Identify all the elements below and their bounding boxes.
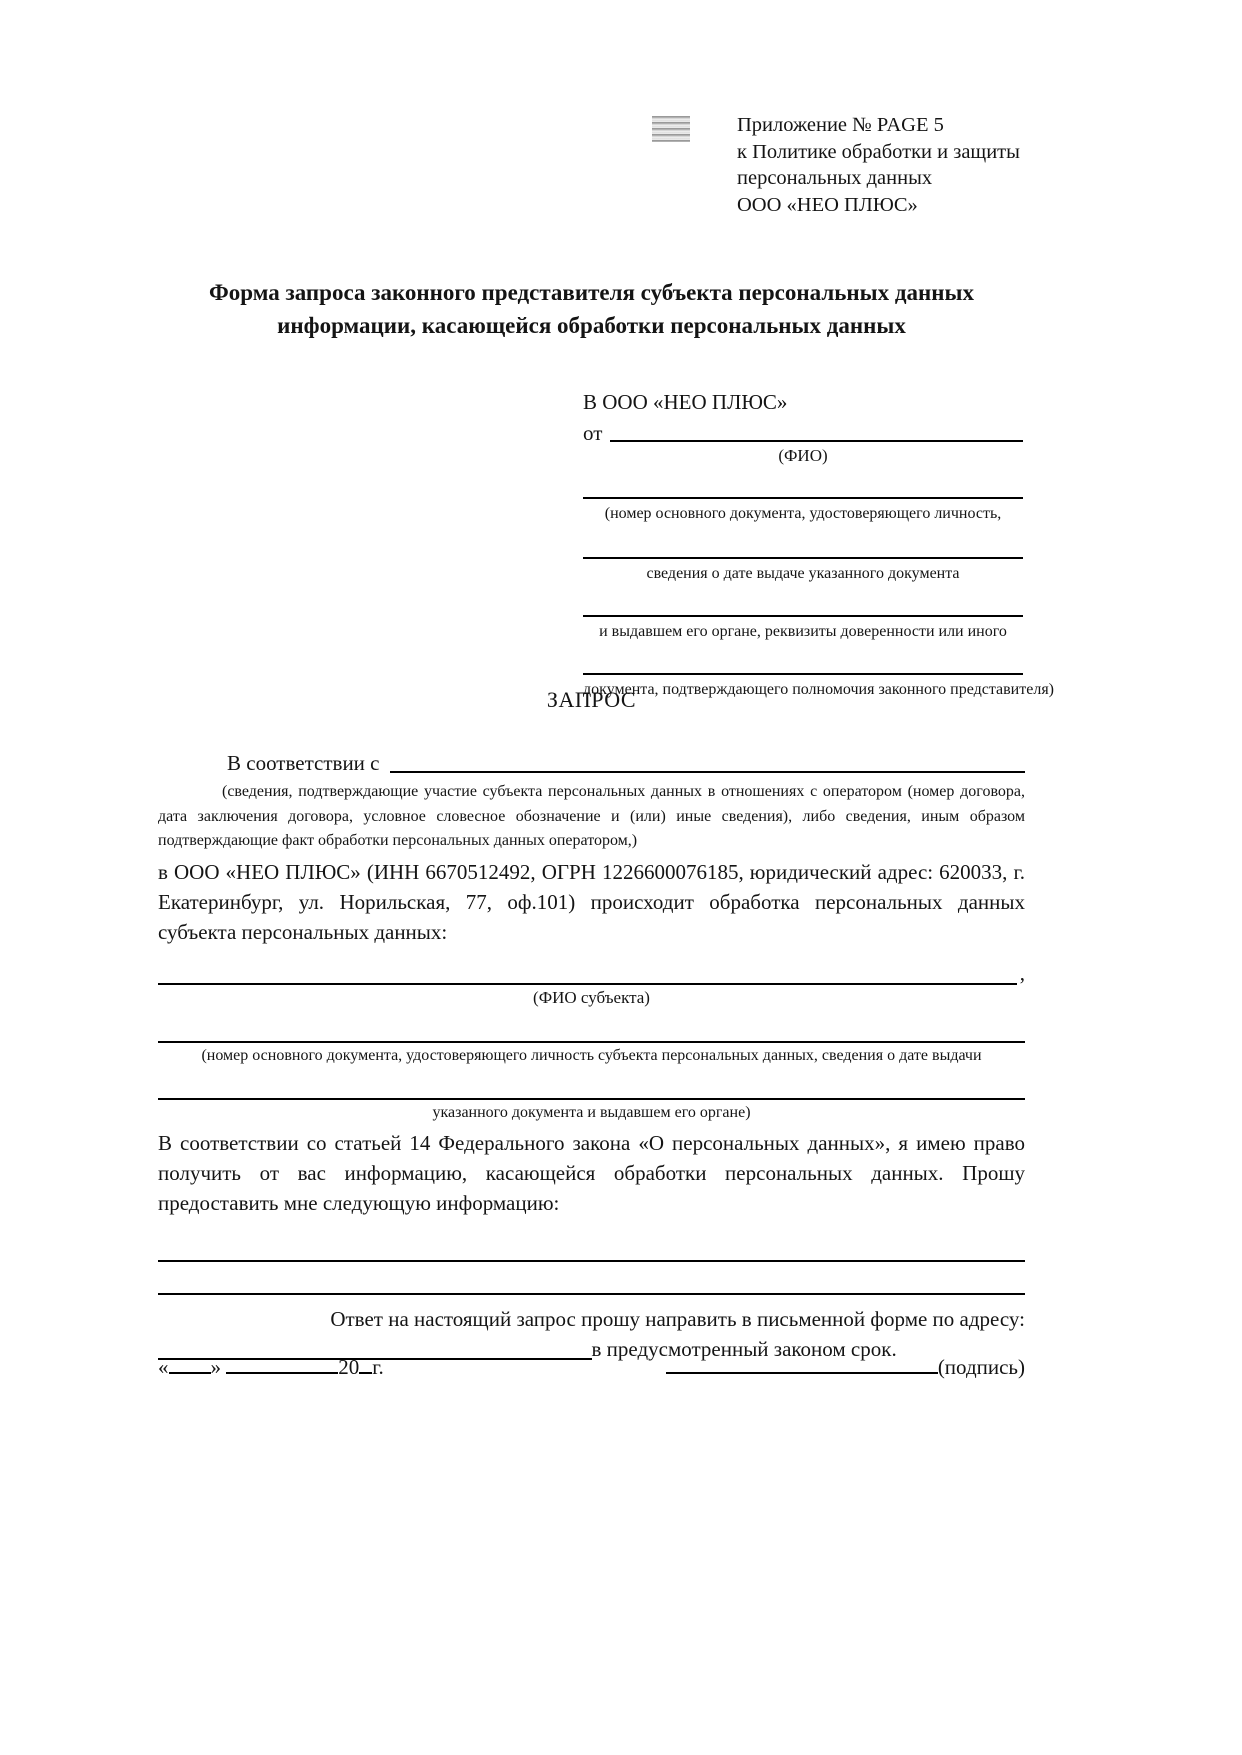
fio-field-line[interactable] <box>610 422 1023 442</box>
answer-request-line: Ответ на настоящий запрос прошу направить в письменной форме по адресу: <box>330 1306 1025 1331</box>
year-field-line[interactable] <box>359 1356 372 1374</box>
fio-caption: (ФИО) <box>778 446 828 465</box>
subject-issuer-field-line[interactable] <box>158 1073 1025 1100</box>
policy-reference-line-2: персональных данных <box>737 167 933 189</box>
signature-caption: (подпись) <box>937 1355 1025 1379</box>
operator-paragraph: в ООО «НЕО ПЛЮС» (ИНН 6670512492, ОГРН 1226600076185, юридический адрес: 620033, г. Екатеринбург, ул. Норильская, 77, оф.101) происходит обработка персональных данных субъекта персональных данных: <box>158 859 1025 944</box>
subject-fio-field-row <box>158 961 1025 985</box>
appendix-number-line: Приложение № PAGE 5 <box>737 114 944 136</box>
company-name-line: ООО «НЕО ПЛЮС» <box>737 193 918 216</box>
date-group <box>158 1352 384 1382</box>
date-close-quote: » <box>210 1355 221 1379</box>
policy-reference-line-1: к Политике обработки и защиты <box>737 140 1020 163</box>
subject-fio-line-suffix: , <box>1019 960 1025 985</box>
subject-document-caption: (номер основного документа, удостоверяющего личность субъекта персональных данных, сведения о дате выдачи <box>201 1046 982 1064</box>
date-open-quote: « <box>158 1355 169 1379</box>
document-number-field-line[interactable] <box>583 472 1023 499</box>
request-body <box>158 686 1025 1364</box>
accordance-fine-print: (сведения, подтверждающие участие субъекта персональных данных в отношениях с оператором (номер договора, дата заключения договора, условное словесное обозначение и (или) иные сведения), либо сведения, иным образом подтверждающие факт обработки персональных данных оператором,) <box>158 783 1025 849</box>
issuing-authority-field-line[interactable] <box>583 590 1023 617</box>
document-title-line-1: Форма запроса законного представителя субъекта персональных данных <box>209 280 974 305</box>
from-label: от <box>583 421 603 445</box>
request-heading: ЗАПРОС <box>546 687 637 712</box>
addressee-company: В ООО «НЕО ПЛЮС» <box>583 390 788 414</box>
requested-info-field-line-1[interactable] <box>158 1218 1025 1262</box>
accordance-field-row <box>158 751 1025 776</box>
signature-field-line[interactable] <box>666 1356 938 1374</box>
requested-info-field-line-2[interactable] <box>158 1262 1025 1295</box>
date-signature-row <box>158 1352 1025 1382</box>
subject-document-field-line[interactable] <box>158 1016 1025 1043</box>
day-field-line[interactable] <box>169 1356 211 1374</box>
answer-term-text: в предусмотренный законом срок. <box>591 1336 897 1361</box>
signature-group <box>666 1352 1025 1382</box>
text-lines-thumbnail-icon <box>652 116 690 142</box>
accordance-label: В соответствии с <box>227 751 380 775</box>
representative-authority-caption: документа, подтверждающего полномочия законного представителя) <box>583 681 1054 698</box>
law-paragraph: В соответствии со статьей 14 Федерального закона «О персональных данных», я имею право получить от вас информацию, касающейся обработки персональных данных. Прошу предоставить мне следующую информацию: <box>158 1130 1025 1215</box>
issuing-authority-caption: и выдавшем его органе, реквизиты доверенности или иного <box>599 623 1007 640</box>
from-field-row <box>583 421 1023 446</box>
representative-authority-field-line[interactable] <box>583 648 1023 675</box>
month-field-line[interactable] <box>226 1356 338 1374</box>
subject-fio-field-line[interactable] <box>158 961 1017 985</box>
document-title <box>158 276 1025 342</box>
year-prefix: 20 <box>338 1355 360 1379</box>
issue-date-caption: сведения о дате выдаче указанного документа <box>646 565 960 582</box>
document-title-line-2: информации, касающейся обработки персональных данных <box>277 313 906 338</box>
addressee-block <box>583 388 1054 700</box>
appendix-header <box>737 112 1067 218</box>
subject-fio-caption: (ФИО субъекта) <box>533 987 650 1007</box>
document-number-caption: (номер основного документа, удостоверяющего личность, <box>604 505 1002 522</box>
subject-issuer-caption: указанного документа и выдавшем его органе) <box>432 1103 751 1121</box>
accordance-field-line[interactable] <box>390 755 1026 773</box>
issue-date-field-line[interactable] <box>583 532 1023 559</box>
year-suffix: г. <box>372 1355 384 1379</box>
